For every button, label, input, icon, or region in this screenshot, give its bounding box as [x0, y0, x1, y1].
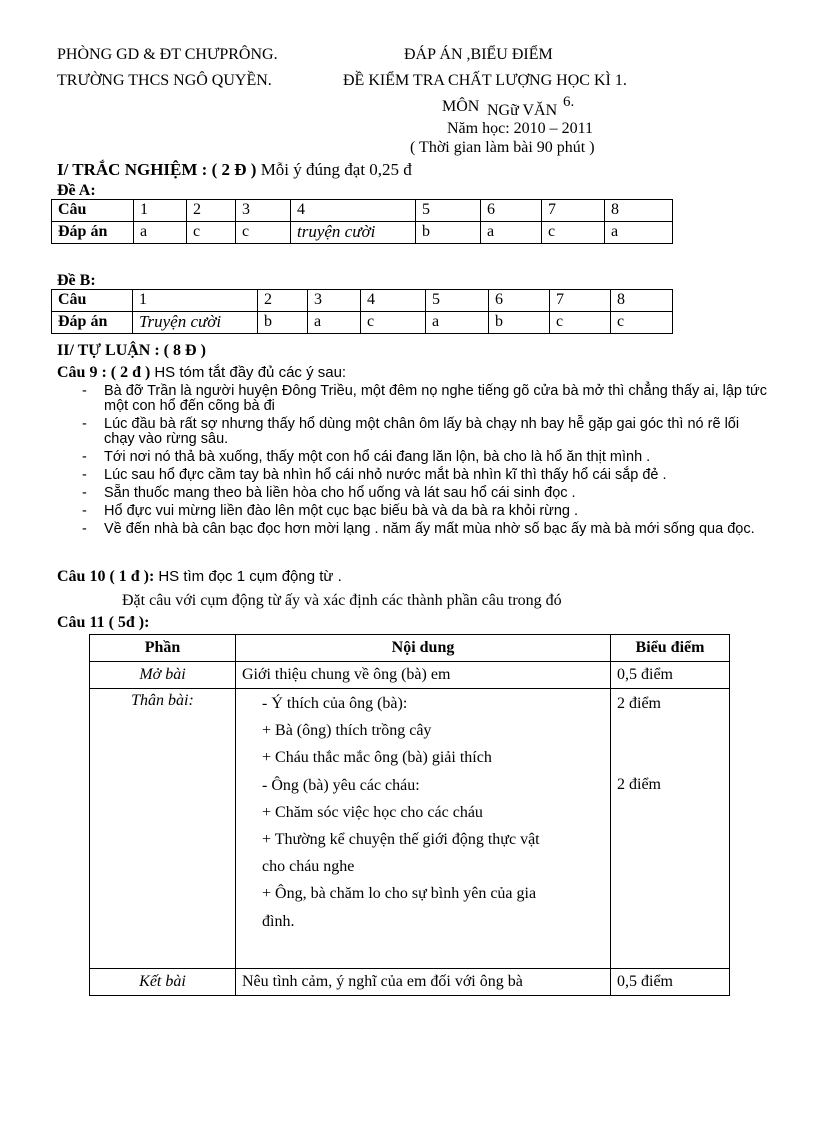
list-item: - Tới nơi nó thả bà xuống, thấy một con hổ cái đang lăn lộn, bà cho là hổ ăn thịt mình . [82, 450, 772, 465]
table-row [90, 969, 730, 996]
table-cell: 8 [611, 290, 673, 312]
cau9-heading [57, 364, 346, 382]
table-cell: 8 [605, 200, 673, 222]
list-item: - Lúc đầu bà rất sợ nhưng thấy hổ dùng một chân ôm lấy bà chạy nh bay hễ gặp gai góc thì nó rẽ lối chạy vào rừng sâu. [82, 417, 772, 447]
content-line: + Bà (ông) thích trồng cây [262, 722, 432, 740]
table-cell: a [308, 312, 361, 334]
table-cell [236, 689, 611, 969]
table-cell [611, 689, 730, 969]
table-cell: 7 [550, 290, 611, 312]
table-cell: a [426, 312, 489, 334]
school-year: Năm học: 2010 – 2011 [447, 120, 594, 137]
cau9-text: HS tóm tắt đầy đủ các ý sau: [154, 364, 347, 381]
list-item: - Lúc sau hổ đực cầm tay bà nhìn hổ cái nhỏ nước mắt bà nhìn kĩ thì thấy hổ cái sắp đẻ . [82, 468, 772, 483]
score-line: 2 điểm [617, 776, 661, 793]
section-2-title: II/ TỰ LUẬN : ( 8 Đ ) [57, 342, 206, 359]
section-1-heading [57, 160, 412, 180]
section-1-note: Mỗi ý đúng đạt 0,25 đ [260, 160, 412, 179]
table-cell: a [481, 222, 542, 244]
exam-time: ( Thời gian làm bài 90 phút ) [410, 139, 595, 156]
table-cell: 6 [489, 290, 550, 312]
content-line: + Chăm sóc việc học cho các cháu [262, 803, 483, 821]
table-cell: Kết bài [90, 969, 236, 996]
section-1-title: I/ TRẮC NGHIỆM : ( 2 Đ ) [57, 160, 257, 179]
table-cell: truyện cười [291, 222, 416, 244]
table-cell: Đáp án [52, 222, 134, 244]
table-cell: a [134, 222, 187, 244]
subject-value: NGữ VĂN [487, 102, 558, 119]
table-row [52, 312, 673, 334]
table-cell: 4 [361, 290, 426, 312]
content-line: đình. [262, 912, 295, 930]
table-cell: 5 [426, 290, 489, 312]
table-cell: 3 [236, 200, 291, 222]
table-cell: 3 [308, 290, 361, 312]
table-cell: 1 [134, 200, 187, 222]
table-cell: Giới thiệu chung về ông (bà) em [236, 662, 611, 689]
table-cell: 2 [187, 200, 236, 222]
doc-title: ĐÁP ÁN ,BIỂU ĐIỂM [404, 46, 553, 63]
table-cell: b [489, 312, 550, 334]
de-a-label: Đề A: [57, 182, 96, 199]
table-cell: Câu [52, 200, 134, 222]
content-line: + Thường kể chuyện thế giới động thực vật [262, 831, 540, 849]
header-content: Nội dung [236, 635, 611, 662]
table-cell: 4 [291, 200, 416, 222]
table-cell: Nêu tình cảm, ý nghĩ của em đối với ông bà [236, 969, 611, 996]
list-item: - Hổ đực vui mừng liền đào lên một cục bạc biếu bà và da bà ra khỏi rừng . [82, 504, 772, 519]
cau9-list [82, 384, 772, 540]
table-cell: c [550, 312, 611, 334]
table-cell: Đáp án [52, 312, 133, 334]
list-item: - Về đến nhà bà cân bạc đọc hơn mời lạng . năm ấy mất mùa nhờ số bạc ấy mà bà mới sống qua đọc. [82, 522, 772, 537]
content-line: - Ý thích của ông (bà): [262, 695, 408, 712]
school-department: PHÒNG GD & ĐT CHƯPRÔNG. [57, 46, 278, 63]
cau10-heading [57, 568, 342, 586]
school-name: TRƯỜNG THCS NGÔ QUYỀN. [57, 72, 272, 89]
content-line: cho cháu nghe [262, 858, 355, 876]
table-header-row [90, 635, 730, 662]
table-row [52, 200, 673, 222]
table-cell: Mở bài [90, 662, 236, 689]
cau10-line2: Đặt câu với cụm động từ ấy và xác định các thành phần câu trong đó [122, 592, 562, 609]
cau10-label: Câu 10 ( 1 đ ): [57, 568, 155, 585]
cau11-table [89, 634, 730, 996]
table-cell: c [236, 222, 291, 244]
table-cell: 0,5 điểm [611, 662, 730, 689]
cau11-label: Câu 11 ( 5đ ): [57, 614, 150, 631]
list-item: - Sẵn thuốc mang theo bà liền hòa cho hổ uống và lát sau hổ cái sinh đọc . [82, 486, 772, 501]
table-cell: 0,5 điểm [611, 969, 730, 996]
exam-title: ĐỀ KIỂM TRA CHẤT LƯỢNG HỌC KÌ 1. [343, 72, 627, 89]
list-item: - Bà đỡ Trần là người huyện Đông Triều, một đêm nọ nghe tiếng gõ cửa bà mở thì chẳng thấy ai, lập tức một con hổ đến cõng bà đi [82, 384, 772, 414]
cau9-label: Câu 9 : ( 2 đ ) [57, 364, 151, 381]
de-a-table [51, 199, 673, 244]
table-cell: Thân bài: [90, 689, 236, 969]
de-b-label: Đề B: [57, 272, 96, 289]
cau10-text: HS tìm đọc 1 cụm động từ . [158, 568, 342, 585]
subject-label: MÔN [442, 98, 480, 115]
content-line: - Ông (bà) yêu các cháu: [262, 776, 420, 794]
header-part: Phần [90, 635, 236, 662]
table-cell: c [542, 222, 605, 244]
grade-value: 6. [563, 94, 575, 110]
table-cell: c [611, 312, 673, 334]
table-cell: Câu [52, 290, 133, 312]
content-line: + Ông, bà chăm lo cho sự bình yên của gia [262, 885, 537, 903]
table-cell: 6 [481, 200, 542, 222]
header-score: Biểu điểm [611, 635, 730, 662]
table-cell: 1 [133, 290, 258, 312]
table-cell: Truyện cười [133, 312, 258, 334]
content-line: + Cháu thắc mắc ông (bà) giải thích [262, 749, 492, 767]
table-cell: 5 [416, 200, 481, 222]
table-row [90, 662, 730, 689]
table-cell: c [361, 312, 426, 334]
table-cell: a [605, 222, 673, 244]
table-cell: b [258, 312, 308, 334]
de-b-table [51, 289, 673, 334]
table-cell: 7 [542, 200, 605, 222]
table-row [52, 222, 673, 244]
table-row [52, 290, 673, 312]
table-cell: c [187, 222, 236, 244]
table-row [90, 689, 730, 969]
score-line: 2 điểm [617, 695, 661, 712]
table-cell: b [416, 222, 481, 244]
table-cell: 2 [258, 290, 308, 312]
